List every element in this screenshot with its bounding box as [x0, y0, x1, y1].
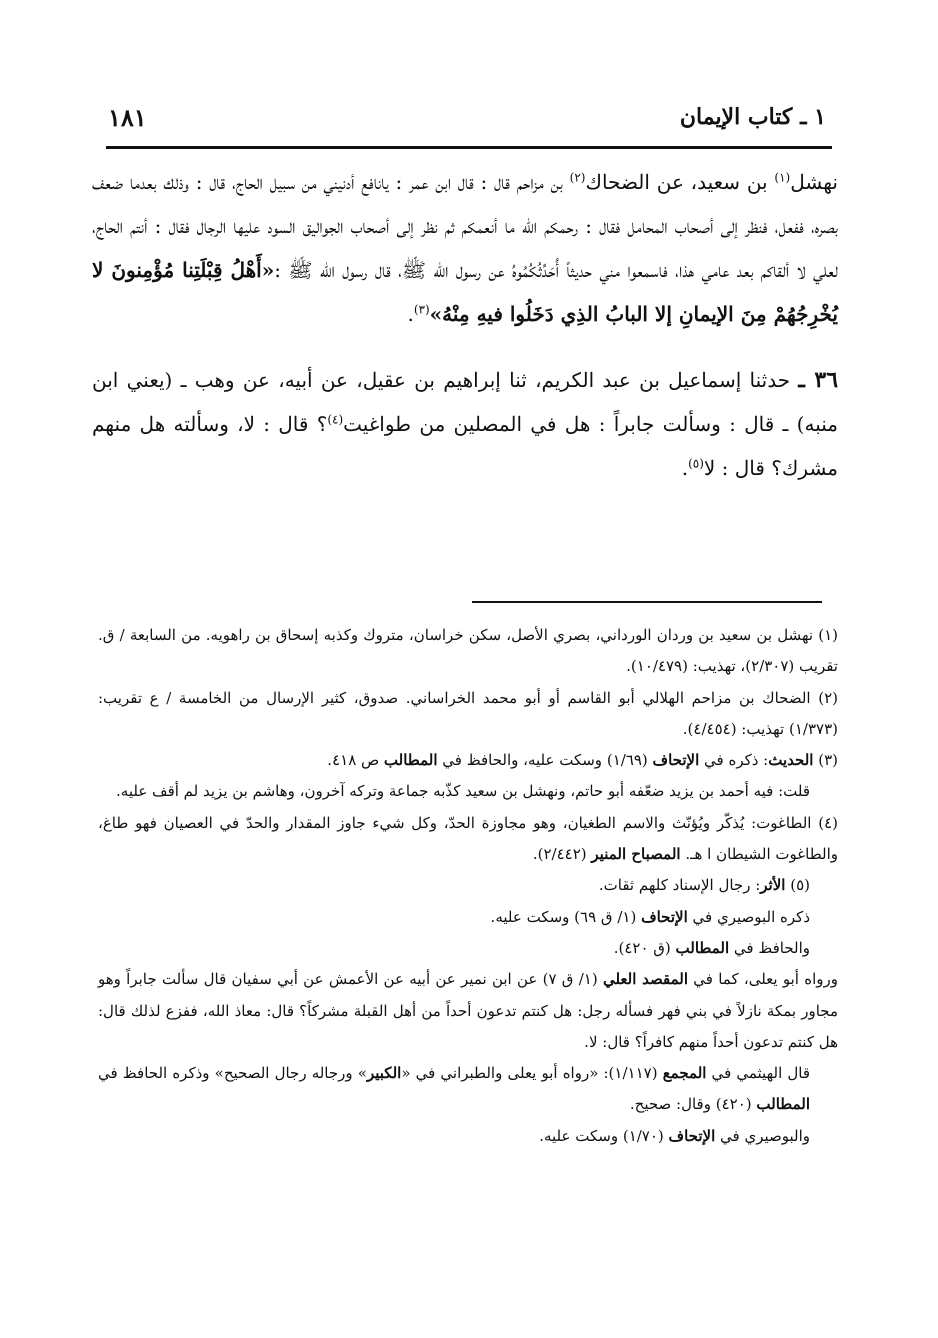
- text-run: والبوصيري في: [715, 1126, 810, 1145]
- text-run: (٤٢٠) وقال: صحيح.: [629, 1095, 757, 1114]
- main-text: [92, 160, 838, 490]
- footnote-5-line-6: [98, 1121, 838, 1152]
- bold-source: المطالب: [675, 938, 730, 957]
- text-run: : رجال الإسناد كلهم ثقات.: [598, 876, 761, 895]
- footnote-5-line-3: [98, 933, 838, 964]
- text-run: (١/٧٠) وسكت عليه.: [539, 1126, 669, 1145]
- footnote-1: (١) نهشل بن سعيد بن وردان الورداني، بصري الأصل، سكن خراسان، متروك وكذبه إسحاق بن راهويه. من السابعة / ق. تقريب (٢/٣٠٧)، تهذيب: (١٠/٤٧٩).: [98, 626, 838, 676]
- text-run: (٣): [813, 751, 838, 770]
- bold-source: الكبير: [366, 1064, 402, 1083]
- footnote-3-note: قلت: فيه أحمد بن يزيد ضعّفه أبو حاتم، ونهشل بن سعيد كذّبه جماعة وتركه آخرون، وهاشم بن يزيد لم أقف عليه.: [116, 782, 810, 801]
- page-number: ١٨١: [108, 102, 147, 132]
- footnote-ref-1[interactable]: (١): [774, 170, 791, 185]
- hadith-quote: «أَهْلُ قِبْلَتِنا مُؤْمِنونَ لا يُخْرِجُهُمْ مِنَ الإيمانِ إلا البابُ الذِي دَخَلُوا فيهِ مِنْهُ»: [92, 258, 838, 326]
- footnote-ref-5[interactable]: (٥): [688, 456, 704, 471]
- bold-term: الأثر: [760, 876, 786, 895]
- hadith-number: ٣٦ ـ: [798, 367, 839, 393]
- text-run: .: [681, 456, 689, 480]
- bold-term: الحديث: [768, 751, 814, 770]
- footnote-ref-4[interactable]: (٤): [327, 412, 344, 427]
- text-run: ذكره البوصيري في: [687, 907, 810, 926]
- bold-source: المطالب: [756, 1095, 810, 1114]
- text-run: بن سعيد، عن الضحاك: [585, 170, 775, 194]
- footnote-5-line-5: [98, 1058, 838, 1121]
- text-run: والحافظ في: [729, 938, 810, 957]
- text-run: (١/ ق ٦٩) وسكت عليه.: [490, 907, 642, 926]
- footnote-ref-3[interactable]: (٣): [413, 302, 430, 317]
- text-run: (١/١١٧): «رواه أبو يعلى والطبراني في «: [401, 1064, 663, 1083]
- paragraph-hadith-36: [92, 358, 838, 490]
- text-run: (١/ ق ٧) عن ابن نمير عن أبيه عن الأعمش عن أبي سفيان قال سألت جابراً وهو مجاور بمكة نازلاً في بني فهر فسأله رجل: هل كنتم تدعون أحداً من أهل القبلة مشركاً؟ قال: معاذ الله، ففزع لذلك قال: هل كنتم تدعون أحداً منهم كافراً؟ قال: لا.: [98, 970, 838, 1051]
- bold-source: المطالب: [383, 751, 438, 770]
- footnote-ref-2[interactable]: (٢): [569, 170, 586, 185]
- text-run: : ذكره في: [699, 751, 769, 770]
- running-header: [108, 96, 826, 138]
- footnotes: [98, 620, 838, 1152]
- bold-source: المصباح المنير: [591, 845, 681, 864]
- text-run: (١/٦٩) وسكت عليه، والحافظ في: [437, 751, 653, 770]
- chapter-title: ١ ـ كتاب الإيمان: [679, 104, 826, 130]
- text-run: (ق ٤٢٠).: [613, 938, 676, 957]
- bold-source: الإتحاف: [641, 907, 688, 926]
- footnote-separator: [472, 601, 822, 603]
- bold-source: المجمع: [662, 1064, 707, 1083]
- paragraph-gap: [92, 336, 838, 358]
- footnote-5-line-4: [98, 964, 838, 1058]
- footnote-2: (٢) الضحاك بن مزاحم الهلالي أبو القاسم أو أبو محمد الخراساني. صدوق، كثير الإرسال من الخامسة / ع تقريب: (١/٣٧٣) تهذيب: (٤/٤٥٤).: [98, 688, 838, 738]
- text-run: ورواه أبو يعلى، كما في: [688, 970, 838, 989]
- text-run: حدثنا إسماعيل بن عبد الكريم، ثنا إبراهيم بن عقيل، عن أبيه، عن وهب ـ (يعني ابن منبه) ـ قال : وسألت جابراً : هل في المصلين من طواغيت: [92, 368, 838, 436]
- text-run: (٥): [785, 876, 810, 895]
- paragraph-hadith-35-continuation: [92, 160, 838, 336]
- footnote-4: [98, 808, 838, 871]
- text-run: بن مزاحم قال : قال ابن عمر : يانافع أدنيني من سبيل الحاج، قال : وذلك بعدما ضعف بصره، ففعل، فنظر إلى أصحاب المحامل فقال : رحمكم الله ما أنعمكم ثم نظر إلى أصحاب الجواليق السود عليها الرجال فقال : أنتم الحاج، لعلي لا ألقاكم بعد عامي هذا، فاسمعوا مني حديثاً أُحَدِّثُكُمُوهُ عن رسول الله ﷺ، قال رسول الله ﷺ :: [92, 170, 838, 282]
- footnote-5-line-2: [98, 902, 838, 933]
- text-run: » ورجاله رجال الصحيح» وذكره الحافظ في: [98, 1064, 367, 1083]
- footnote-5: [98, 870, 838, 901]
- text-run: (٢/٤٤٢).: [532, 845, 592, 864]
- bold-source: الإتحاف: [668, 1126, 716, 1145]
- bold-source: المقصد العلي: [602, 970, 688, 989]
- text-run: ؟ قال : لا، وسألته هل منهم مشرك؟ قال : لا: [92, 412, 838, 480]
- header-rule: [106, 146, 832, 149]
- text-run: ص ٤١٨.: [327, 751, 384, 770]
- footnote-3: [98, 745, 838, 776]
- text-run: قال الهيثمي في: [706, 1064, 811, 1083]
- bold-source: الإتحاف: [652, 751, 700, 770]
- text-run: .: [407, 302, 414, 326]
- text-run: نهشل: [790, 170, 838, 194]
- text-run: (٤) الطاغوت: يُذكّر ويُؤنّث والاسم الطغيان، وهو مجاوزة الحدّ، وكل شيء جاوز المقدار والحدّ في العصيان فهو طاغ، والطاغوت الشيطان ا هـ.: [98, 813, 838, 864]
